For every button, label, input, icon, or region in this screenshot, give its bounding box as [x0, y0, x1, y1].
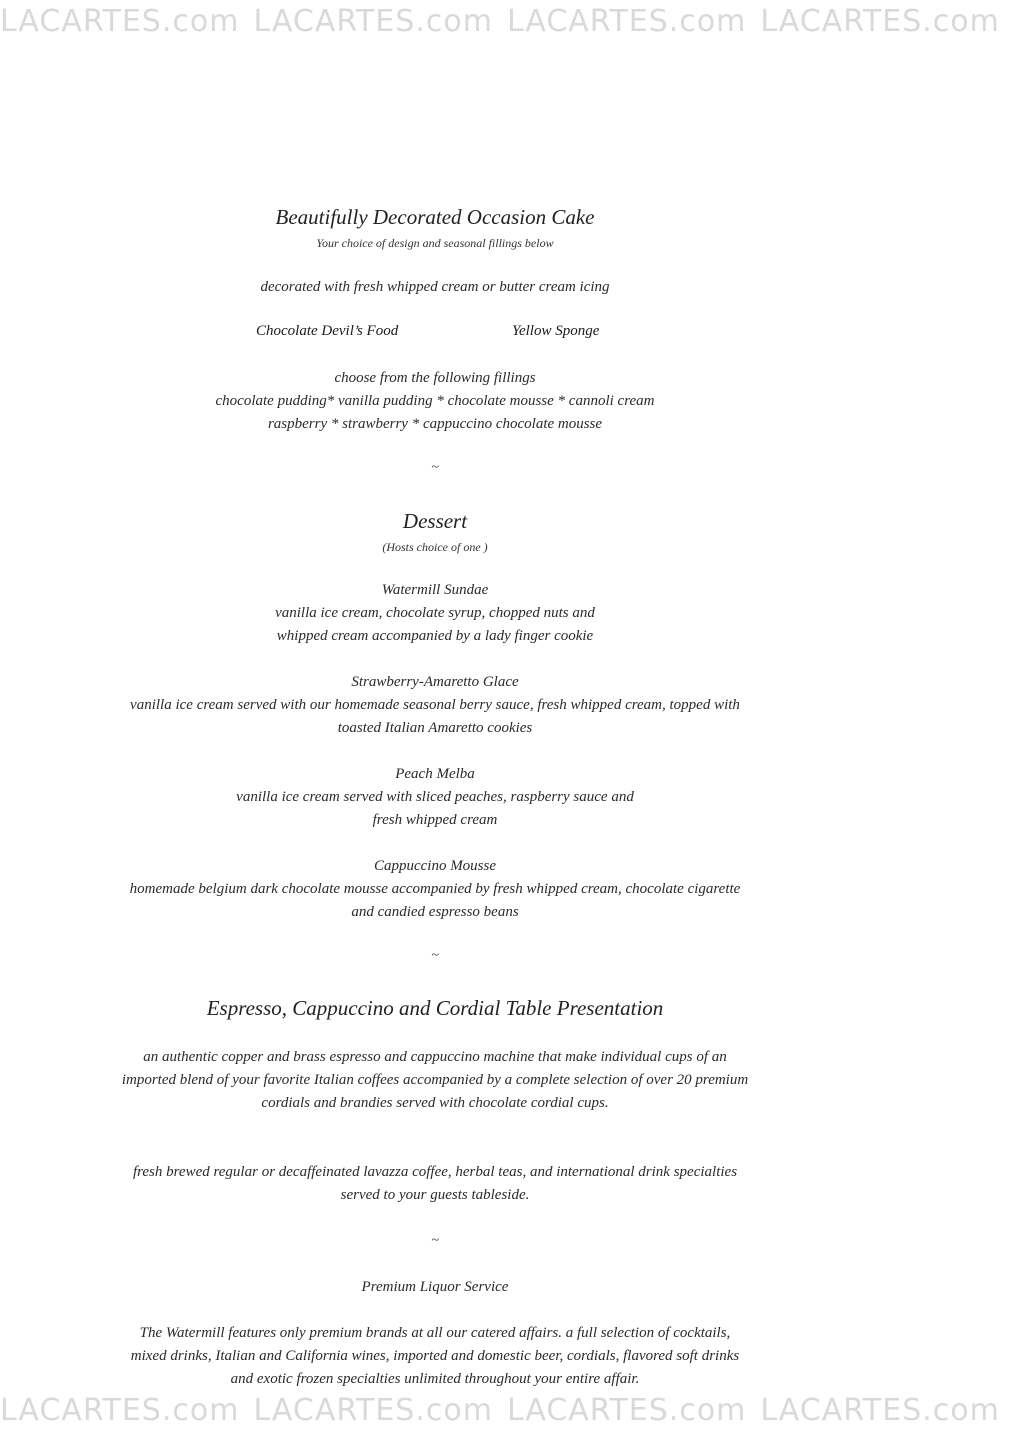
espresso-title: Espresso, Cappuccino and Cordial Table Presentation	[206, 996, 664, 1020]
section-divider: ~	[431, 948, 439, 963]
section-divider: ~	[431, 460, 439, 475]
dessert-item-desc: vanilla ice cream served with our homemade seasonal berry sauce, fresh whipped cream, topped with	[130, 697, 740, 713]
espresso-text: imported blend of your favorite Italian coffees accompanied by a complete selection of over 20 premium	[121, 1072, 749, 1088]
cake-subtitle: Your choice of design and seasonal fillings below	[316, 236, 554, 250]
dessert-item-desc: fresh whipped cream	[372, 812, 498, 828]
watermark-top	[0, 2, 1000, 42]
dessert-item-desc: homemade belgium dark chocolate mousse accompanied by fresh whipped cream, chocolate cigarette	[129, 881, 741, 897]
liquor-text: The Watermill features only premium brands at all our catered affairs. a full selection of cocktails,	[139, 1325, 731, 1341]
dessert-item-name: Watermill Sundae	[381, 582, 489, 598]
dessert-item-desc: and candied espresso beans	[351, 904, 519, 920]
watermark-text: LACARTES.com	[253, 1393, 493, 1428]
coffee-text: served to your guests tableside.	[340, 1187, 530, 1203]
dessert-subtitle: (Hosts choice of one )	[382, 540, 488, 554]
cake-icing: decorated with fresh whipped cream or butter cream icing	[260, 279, 610, 295]
espresso-text: cordials and brandies served with chocolate cordial cups.	[261, 1095, 609, 1111]
watermark-text: LACARTES.com	[760, 4, 1000, 39]
watermark-text: LACARTES.com	[506, 4, 747, 39]
dessert-item-name: Cappuccino Mousse	[373, 858, 497, 874]
cake-title: Beautifully Decorated Occasion Cake	[275, 205, 595, 229]
dessert-title: Dessert	[402, 509, 468, 533]
coffee-text: fresh brewed regular or decaffeinated lavazza coffee, herbal teas, and international drink specialties	[132, 1164, 738, 1180]
watermark-bottom	[0, 1391, 1000, 1431]
dessert-item-desc: toasted Italian Amaretto cookies	[337, 720, 533, 736]
espresso-text: an authentic copper and brass espresso and cappuccino machine that make individual cups of an	[143, 1049, 727, 1065]
dessert-item-desc: whipped cream accompanied by a lady finger cookie	[276, 628, 594, 644]
liquor-title: Premium Liquor Service	[361, 1279, 509, 1295]
cake-flavor: Yellow Sponge	[512, 323, 600, 339]
dessert-item-desc: vanilla ice cream served with sliced peaches, raspberry sauce and	[236, 789, 634, 805]
liquor-text: and exotic frozen specialties unlimited throughout your entire affair.	[230, 1371, 640, 1387]
fillings-intro: choose from the following fillings	[334, 370, 536, 386]
watermark-text: LACARTES.com	[0, 1393, 240, 1428]
section-divider: ~	[431, 1233, 439, 1248]
fillings-line: raspberry * strawberry * cappuccino chocolate mousse	[267, 416, 603, 432]
liquor-text: mixed drinks, Italian and California wines, imported and domestic beer, cordials, flavored soft drinks	[130, 1348, 740, 1364]
fillings-line: chocolate pudding* vanilla pudding * chocolate mousse * cannoli cream	[215, 393, 655, 409]
dessert-item-desc: vanilla ice cream, chocolate syrup, chopped nuts and	[275, 605, 595, 621]
watermark-text: LACARTES.com	[253, 4, 493, 39]
watermark-text: LACARTES.com	[0, 4, 240, 39]
dessert-item-name: Peach Melba	[395, 766, 475, 782]
watermark-text: LACARTES.com	[760, 1393, 1000, 1428]
dessert-item-name: Strawberry-Amaretto Glace	[351, 674, 519, 690]
cake-flavor: Chocolate Devil’s Food	[256, 323, 399, 339]
watermark-text: LACARTES.com	[506, 1393, 747, 1428]
